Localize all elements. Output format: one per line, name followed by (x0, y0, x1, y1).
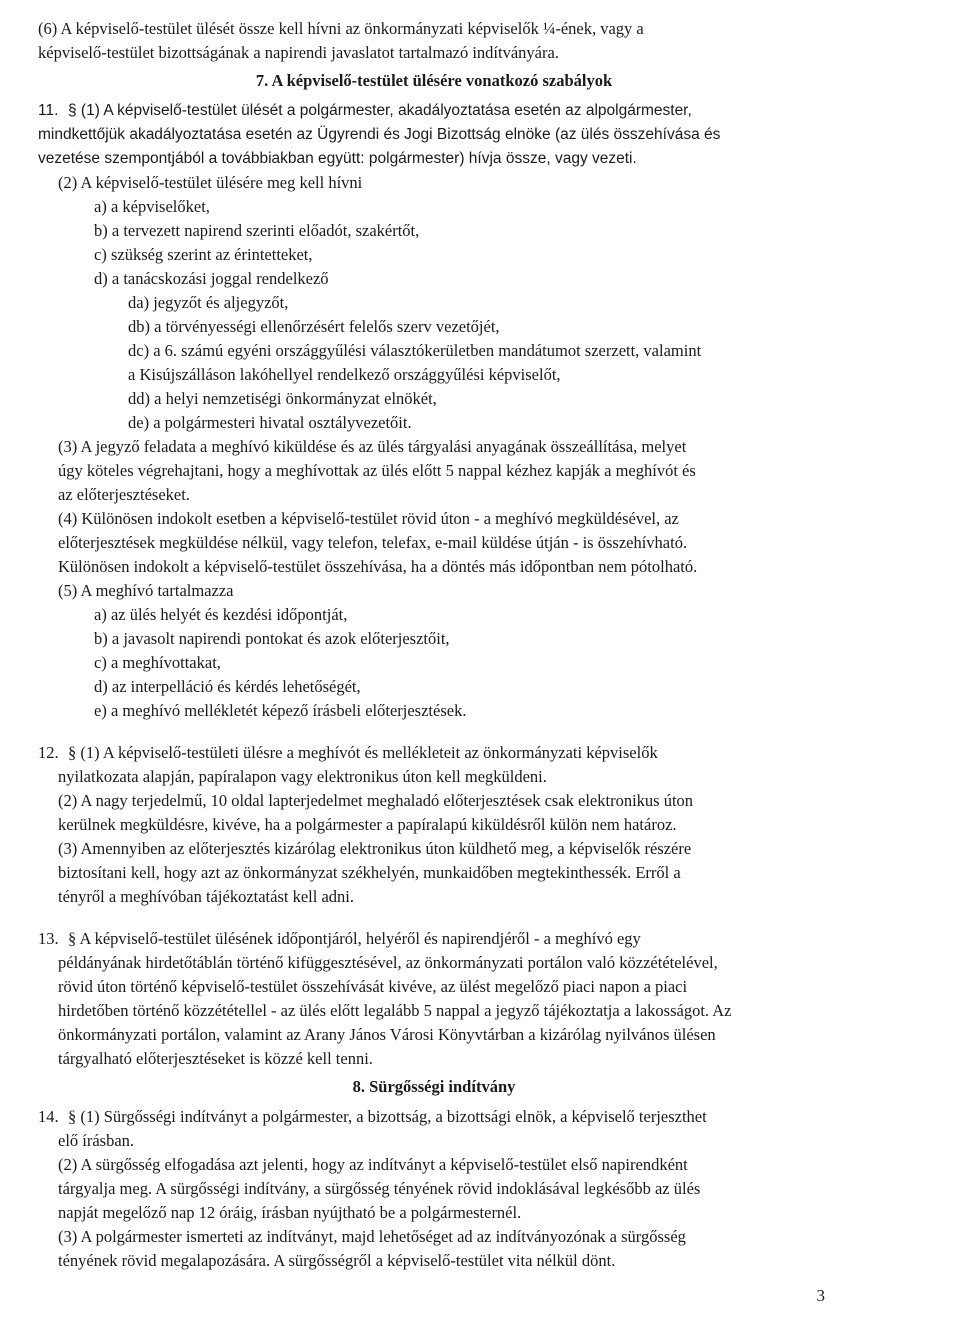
s11-para4-line2: előterjesztések megküldése nélkül, vagy telefon, telefax, e-mail küldése útján - is összehívható. (58, 533, 688, 552)
page-number: 3 (816, 1286, 825, 1305)
s12-para3-line1: (3) Amennyiben az előterjesztés kizárólag elektronikus úton küldhető meg, a képviselők részére (58, 839, 692, 858)
sub-list-item: db) a törvényességi ellenőrzésért felelős szerv vezetőjét, (128, 317, 500, 336)
s12-para2-line2: kerülnek megküldésre, kivéve, ha a polgármester a papíralapú kiküldésről külön nem határoz. (58, 815, 677, 834)
s11-para5: (5) A meghívó tartalmazza (58, 581, 234, 600)
s12-para3-line2: biztosítani kell, hogy azt az önkormányzat székhelyén, munkaidőben megtekinthessék. Erről a (58, 863, 681, 882)
section-13 (38, 927, 830, 1071)
list-item: d) az interpelláció és kérdés lehetőségét, (94, 677, 361, 696)
s11-para1-line3: vezetése szempontjából a továbbiakban együtt: polgármester) hívja össze, vagy vezeti. (38, 150, 637, 167)
s11-para1-text: § (1) A képviselő-testület ülését a polgármester, akadályoztatása esetén az alpolgármester, (68, 102, 692, 119)
section-number: 11. (38, 102, 59, 119)
s13-line1 (38, 927, 830, 951)
s11-para3-line2: úgy köteles végrehajtani, hogy a meghívottak az ülés előtt 5 nappal kézhez kapják a meghívót és (58, 461, 696, 480)
s11-para3-line3: az előterjesztéseket. (58, 485, 190, 504)
section-number: 13. (38, 929, 59, 948)
sub-list-item: dd) a helyi nemzetiségi önkormányzat elnökét, (128, 389, 437, 408)
s13-line1-text: § A képviselő-testület ülésének időpontjáról, helyéről és napirendjéről - a meghívó egy (68, 929, 641, 948)
s14-para2-line3: napját megelőző nap 12 óráig, írásban nyújtható be a polgármesternél. (58, 1203, 522, 1222)
s14-para1-text: § (1) Sürgősségi indítványt a polgármester, a bizottság, a bizottsági elnök, a képviselő terjeszthet (68, 1107, 707, 1126)
sub-list-item: a Kisújszálláson lakóhellyel rendelkező országgyűlési képviselőt, (128, 365, 561, 384)
s11-para3-line1: (3) A jegyző feladata a meghívó kiküldése és az ülés tárgyalási anyagának összeállítása, melyet (58, 437, 687, 456)
s11-para1-line2: mindkettőjük akadályoztatása esetén az Ügyrendi és Jogi Bizottság elnöke (az ülés összehívása és (38, 126, 721, 143)
heading-7: 7. A képviselő-testület ülésére vonatkozó szabályok (255, 71, 613, 90)
section-number: 12. (38, 743, 59, 762)
sub-list-item: dc) a 6. számú egyéni országgyűlési választókerületben mandátumot szerzett, valamint (128, 341, 702, 360)
s11-para4-line3: Különösen indokolt a képviselő-testület összehívása, ha a döntés más időpontban nem pótolható. (58, 557, 698, 576)
list-item: c) szükség szerint az érintetteket, (94, 245, 313, 264)
s12-para1-text: § (1) A képviselő-testületi ülésre a meghívót és mellékleteit az önkormányzati képviselők (68, 743, 658, 762)
s13-line3: rövid úton történő képviselő-testület összehívását kivéve, az ülést megelőző piaci napon a piaci (58, 977, 688, 996)
list-item: d) a tanácskozási joggal rendelkező (94, 269, 329, 288)
s14-para3-line1: (3) A polgármester ismerteti az indítványt, majd lehetőséget ad az indítványozónak a sürgősség (58, 1227, 686, 1246)
s14-para1-line1 (38, 1105, 830, 1129)
s13-line6: tárgyalható előterjesztéseket is közzé kell tenni. (58, 1049, 373, 1068)
s11-para4-line1: (4) Különösen indokolt esetben a képviselő-testület rövid úton - a meghívó megküldésével, az (58, 509, 679, 528)
s13-line5: önkormányzati portálon, valamint az Arany János Városi Könyvtárban a kizárólag nyilvános ülésen (58, 1025, 716, 1044)
s14-para3-line2: tényének rövid megalapozására. A sürgősségről a képviselő-testület vita nélkül dönt. (58, 1251, 616, 1270)
s12-para1-line2: nyilatkozata alapján, papíralapon vagy elektronikus úton kell megküldeni. (58, 767, 547, 786)
section-11 (38, 99, 830, 723)
s14-para2-line2: tárgyalja meg. A sürgősségi indítvány, a sürgősség tényének rövid indoklásával legkésőbb az ülés (58, 1179, 701, 1198)
s14-para2-line1: (2) A sürgősség elfogadása azt jelenti, hogy az indítványt a képviselő-testület első napirendként (58, 1155, 688, 1174)
spacer (38, 723, 830, 741)
s11-para2: (2) A képviselő-testület ülésére meg kell hívni (58, 173, 363, 192)
s11-para1-line1 (38, 99, 830, 123)
s14-para1-line2: elő írásban. (58, 1131, 135, 1150)
heading-8: 8. Sürgősségi indítvány (352, 1077, 516, 1096)
list-item: a) a képviselőket, (94, 197, 210, 216)
section-number: 14. (38, 1107, 59, 1126)
s10-para6-line2: képviselő-testület bizottságának a napirendi javaslatot tartalmazó indítványára. (38, 43, 559, 62)
list-item: b) a javasolt napirendi pontokat és azok előterjesztőit, (94, 629, 450, 648)
s10-para6-line1: (6) A képviselő-testület ülését össze kell hívni az önkormányzati képviselők ¼-ének, vagy a (38, 19, 644, 38)
section-12 (38, 741, 830, 909)
s13-line4: hirdetőben történő közzététellel - az ülés előtt legalább 5 nappal a jegyző tájékoztatja a lakosságot. Az (58, 1001, 732, 1020)
section-14 (38, 1105, 830, 1273)
s13-line2: példányának hirdetőtáblán történő kifüggesztésével, az önkormányzati portálon való közzétételével, (58, 953, 718, 972)
s12-para3-line3: tényről a meghívóban tájékoztatást kell adni. (58, 887, 354, 906)
list-item: c) a meghívottakat, (94, 653, 221, 672)
list-item: b) a tervezett napirend szerinti előadót, szakértőt, (94, 221, 420, 240)
list-item: a) az ülés helyét és kezdési időpontját, (94, 605, 348, 624)
s12-para2-line1: (2) A nagy terjedelmű, 10 oldal lapterjedelmet meghaladó előterjesztések csak elektronikus úton (58, 791, 694, 810)
spacer (38, 909, 830, 927)
s12-para1-line1 (38, 741, 830, 765)
sub-list-item: de) a polgármesteri hivatal osztályvezetőit. (128, 413, 412, 432)
sub-list-item: da) jegyzőt és aljegyzőt, (128, 293, 289, 312)
list-item: e) a meghívó mellékletét képező írásbeli előterjesztések. (94, 701, 467, 720)
